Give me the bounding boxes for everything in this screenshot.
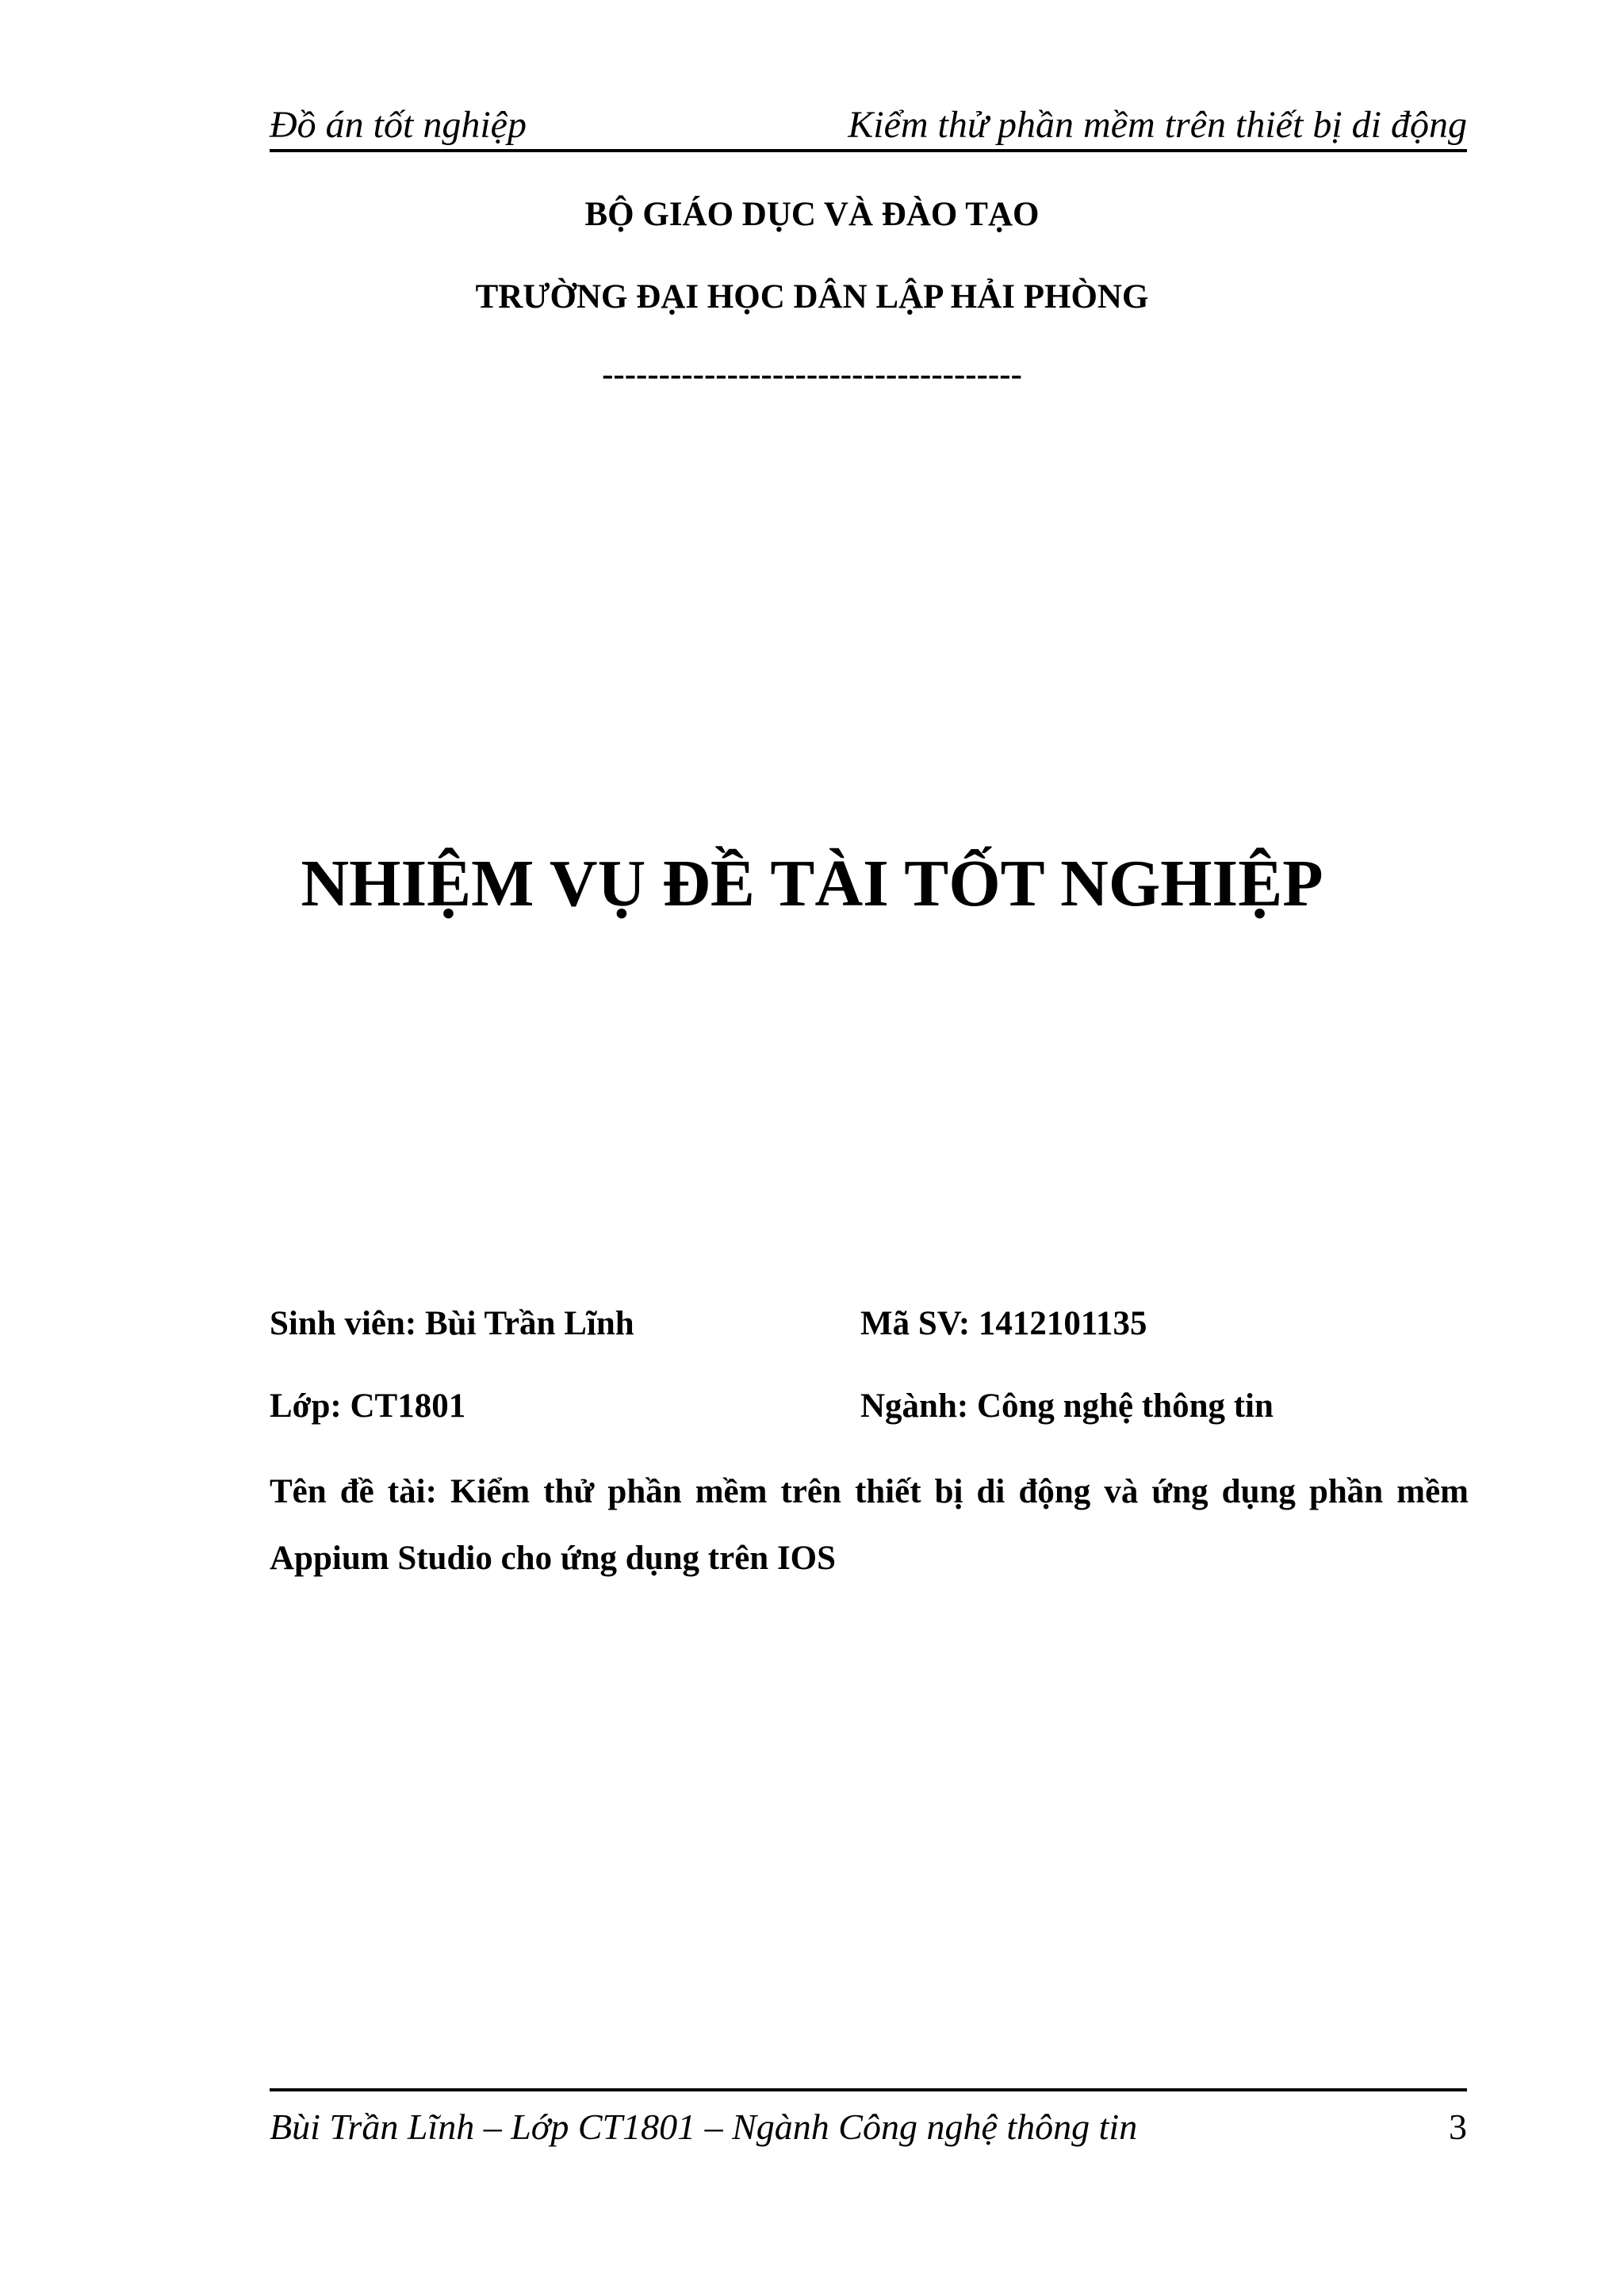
header-right-text: Kiểm thử phần mềm trên thiết bị di động <box>848 104 1467 146</box>
student-id: Mã SV: 1412101135 <box>860 1305 1147 1342</box>
footer-author-text: Bùi Trần Lĩnh – Lớp CT1801 – Ngành Công nghệ thông tin <box>270 2107 1138 2147</box>
separator-dashes: ------------------------------------- <box>602 356 1022 393</box>
class-name: Lớp: CT1801 <box>270 1387 466 1425</box>
page-footer <box>270 2088 1467 2155</box>
page-title: NHIỆM VỤ ĐỀ TÀI TỐT NGHIỆP <box>301 847 1323 920</box>
header-left-text: Đồ án tốt nghiệp <box>270 104 527 146</box>
thesis-topic: Tên đề tài: Kiểm thử phần mềm trên thiết bị di động và ứng dụng phần mềm Appium Studio cho ứng dụng trên IOS <box>270 1473 1469 1577</box>
page-number: 3 <box>1449 2107 1467 2147</box>
page-header <box>270 94 1467 152</box>
ministry-name: BỘ GIÁO DỤC VÀ ĐÀO TẠO <box>584 196 1040 233</box>
major-name: Ngành: Công nghệ thông tin <box>860 1387 1274 1425</box>
student-name: Sinh viên: Bùi Trần Lĩnh <box>270 1305 634 1342</box>
university-name: TRƯỜNG ĐẠI HỌC DÂN LẬP HẢI PHÒNG <box>475 278 1149 316</box>
